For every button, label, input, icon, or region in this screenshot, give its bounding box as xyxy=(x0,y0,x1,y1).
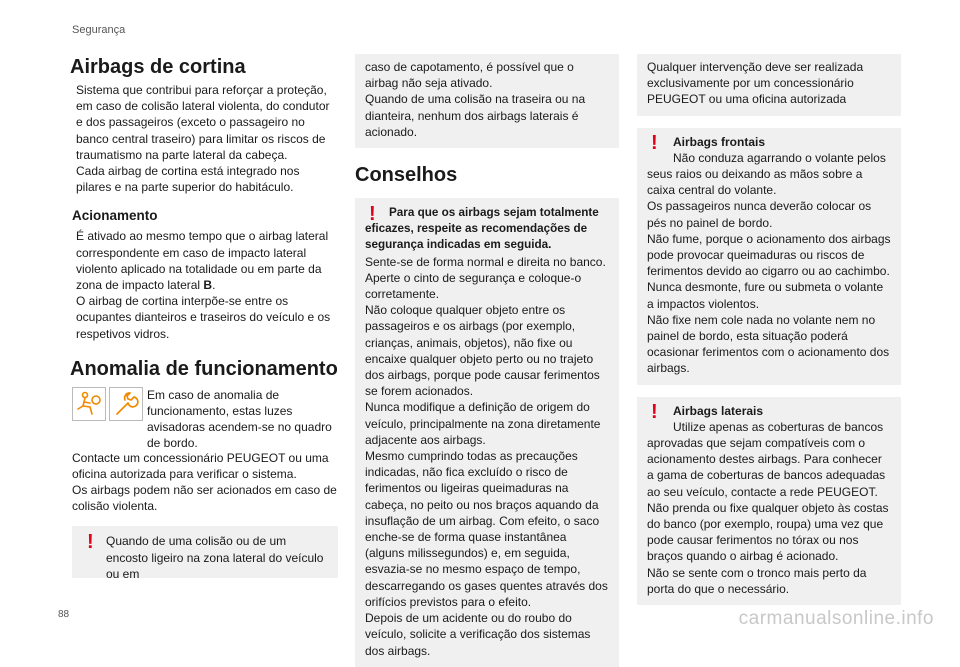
intro-paragraph: Sistema que contribui para reforçar a proteção, em caso de colisão lateral violenta, do condutor e dos passageiros (exceto o passageiro no banco central traseiro) para limitar os riscos de traumatismo na parte lateral da cabeça. xyxy=(76,83,330,162)
warning-icon: ! xyxy=(87,531,94,554)
airbag-warning-icon xyxy=(72,387,106,421)
lateral-airbags-box: ! Airbags laterais Utilize apenas as coberturas de bancos aprovadas que sejam compatíveis com o acionamento destes airbags. Para conhecer a gama de coberturas de bancos adequadas ao seu veículo, contacte a rede PEUGEOT. Não prenda ou fixe qualquer objeto às costas do banco (por exemplo, roupa) uma vez que pode causar ferimentos no tórax ou nos braços quando o airbag é acionado. Não se sente com o tronco mais perto da porta do que o necessário. xyxy=(637,397,901,605)
warning-icon: ! xyxy=(651,400,658,423)
section-header: Segurança xyxy=(72,24,126,36)
warning-box-lateral: ! Quando de uma colisão ou de um encosto ligeiro na zona lateral do veículo ou em xyxy=(72,526,338,578)
title-advice: Conselhos xyxy=(355,164,458,187)
malfunction-paragraph: Em caso de anomalia de funcionamento, estas luzes avisadoras acendem-se no quadro de bordo. xyxy=(147,387,332,451)
service-notice-box: Qualquer intervenção deve ser realizada exclusivamente por um concessionário PEUGEOT ou uma oficina autorizada xyxy=(637,54,901,116)
column-1 xyxy=(70,54,338,581)
warning-icon: ! xyxy=(369,203,376,226)
column-2 xyxy=(355,54,619,667)
warning-icon: ! xyxy=(651,131,658,154)
malfunction-paragraph-3: Os airbags podem não ser acionados em caso de colisão violenta. xyxy=(72,483,337,514)
page-number: 88 xyxy=(58,609,70,620)
title-curtain-airbags: Airbags de cortina xyxy=(70,56,246,78)
advice-box: ! Para que os airbags sejam totalmente eficazes, respeite as recomendações de segurança indicadas em seguida. Sente-se de forma normal e direita no banco. Aperte o cinto de segurança e coloque-o corretamente. Não coloque qualquer objeto entre os passageiros e os airbags (por exemplo, crianças, animais, objetos), não fixe ou encaixe qualquer objeto perto ou no trajeto dos airbags, porque pode causar ferimentos se forem acionados. Nunca modifique a definição de origem do veículo, principalmente na zona diretamente adjacente aos airbags. Mesmo cumprindo todas as precauções indicadas, não fica excluído o risco de ferimentos ou ligeiras queimaduras na cabeça, no peito ou nos braços aquando da insuflação de um airbag. Com efeito, o saco enche-se de forma quase instantânea (alguns milissegundos) e, em seguida, esvazia-se no mesmo espaço de tempo, descarregando os gases quentes através dos orifícios previstos para o efeito. Depois de um acidente ou do roubo do veículo, solicite a verificação dos sistemas dos airbags. xyxy=(355,198,619,667)
subtitle-activation: Acionamento xyxy=(72,208,158,224)
malfunction-paragraph-2: Contacte um concessionário PEUGEOT ou uma oficina autorizada para verificar o sistema. xyxy=(72,450,329,481)
activation-paragraph: É ativado ao mesmo tempo que o airbag lateral correspondente em caso de impacto lateral violento aplicado na totalidade ou em parte da zona de impacto lateral B. xyxy=(76,229,329,293)
service-wrench-icon xyxy=(109,387,143,421)
activation-paragraph-2: O airbag de cortina interpõe-se entre os ocupantes dianteiros e traseiros do veículo e os respetivos vidros. xyxy=(76,294,331,341)
title-malfunction: Anomalia de funcionamento xyxy=(70,357,338,380)
column-3 xyxy=(637,54,901,605)
warning-box-continued: caso de capotamento, é possível que o airbag não seja ativado. Quando de uma colisão na traseira ou na dianteira, nenhum dos airbags laterais é acionado. xyxy=(355,54,619,148)
watermark: carmanualsonline.info xyxy=(738,608,934,629)
intro-paragraph-2: Cada airbag de cortina está integrado nos pilares e na parte superior do habitáculo. xyxy=(76,164,300,195)
frontal-airbags-box: ! Airbags frontais Não conduza agarrando o volante pelos seus raios ou deixando as mãos sobre a caixa central do volante. Os passageiros nunca deverão colocar os pés no painel de bordo. Não fume, porque o acionamento dos airbags pode provocar queimaduras ou riscos de ferimentos devido ao cigarro ou ao cachimbo. Nunca desmonte, fure ou submeta o volante a impactos violentos. Não fixe nem cole nada no volante nem no painel de bordo, esta situação poderá ocasionar ferimentos com o acionamento dos airbags. xyxy=(637,128,901,385)
